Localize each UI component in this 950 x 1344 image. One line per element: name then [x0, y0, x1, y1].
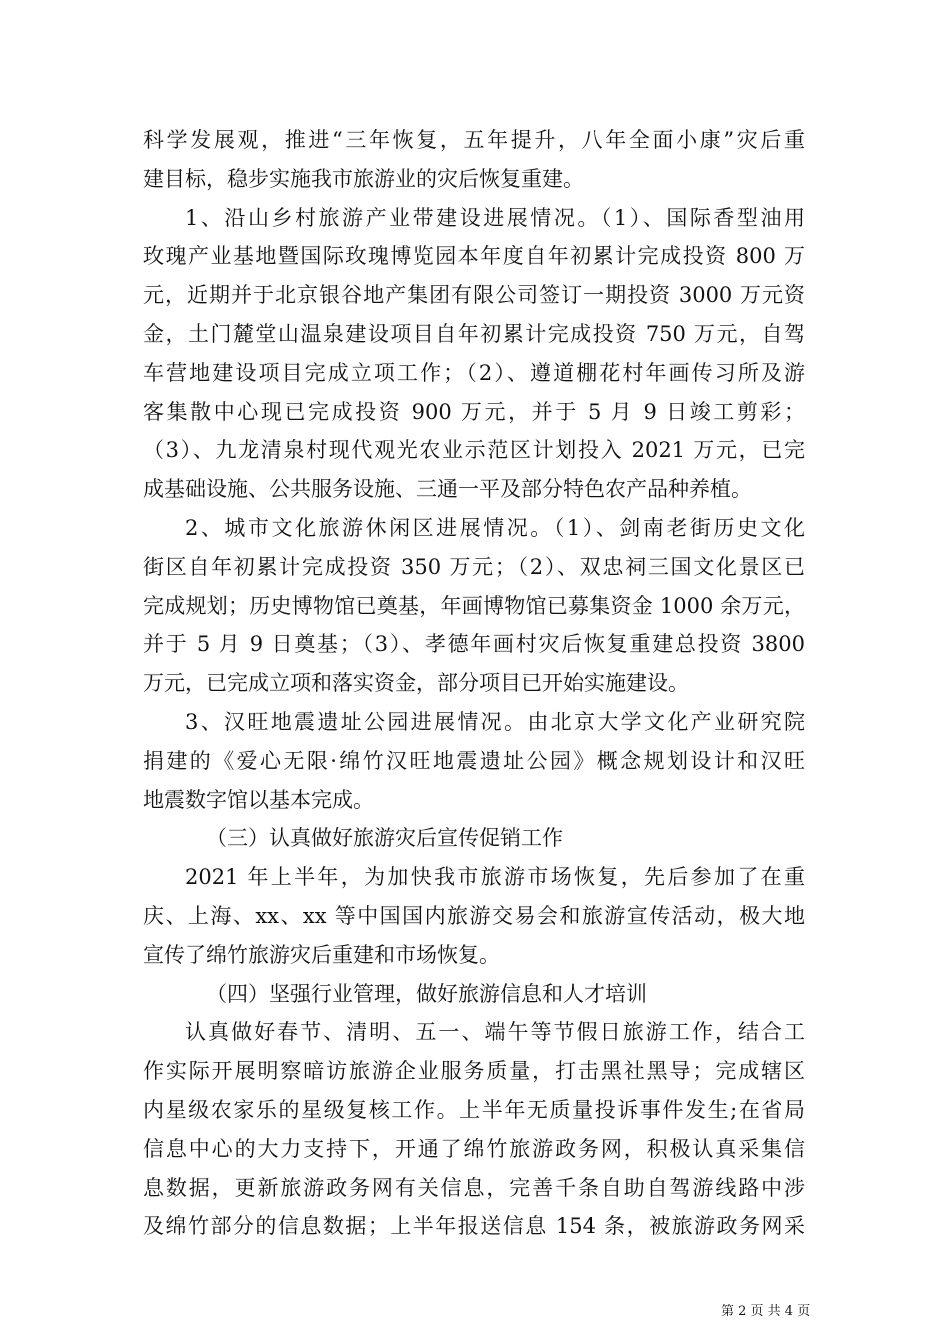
body-text-line: 并于 5 月 9 日奠基；（3）、孝德年画村灾后恢复重建总投资 3800	[143, 632, 805, 657]
body-text-line: 及绵竹部分的信息数据；上半年报送信息 154 条，被旅游政务网采	[143, 1214, 805, 1239]
body-text-line: 成基础设施、公共服务设施、三通一平及部分特色农产品种养植。	[143, 477, 752, 502]
body-text-line: 建目标，稳步实施我市旅游业的灾后恢复重建。	[143, 166, 584, 191]
subheading-four: （四）坚强行业管理，做好旅游信息和人才培训	[206, 981, 647, 1006]
body-text-line: 玫瑰产业基地暨国际玫瑰博览园本年度自年初累计完成投资 800 万	[143, 244, 805, 269]
management-paragraph-first-line: 认真做好春节、清明、五一、端午等节假日旅游工作，结合工	[185, 1020, 805, 1045]
body-text-line: 万元，已完成立项和落实资金，部分项目已开始实施建设。	[143, 671, 689, 696]
body-text-line: 金，土门麓堂山温泉建设项目自年初累计完成投资 750 万元，自驾	[143, 321, 805, 346]
promotion-paragraph-first-line: 2021 年上半年，为加快我市旅游市场恢复，先后参加了在重	[185, 865, 805, 890]
body-text-line: 庆、上海、xx、xx 等中国国内旅游交易会和旅游宣传活动，极大地	[143, 903, 805, 928]
body-text-line: 街区自年初累计完成投资 350 万元；（2）、双忠祠三国文化景区已	[143, 554, 805, 579]
document-body	[143, 121, 805, 1246]
section-3-first-line: 3、汉旺地震遗址公园进展情况。由北京大学文化产业研究院	[185, 709, 805, 734]
section-1-first-line: 1、沿山乡村旅游产业带建设进展情况。（1）、国际香型油用	[185, 205, 805, 230]
body-text-line: 客集散中心现已完成投资 900 万元，并于 5 月 9 日竣工剪彩；	[143, 399, 805, 424]
body-text-line: 作实际开展明察暗访旅游企业服务质量，打击黑社黑导；完成辖区	[143, 1059, 805, 1084]
body-text-line: 宣传了绵竹旅游灾后重建和市场恢复。	[143, 942, 500, 967]
body-text-line: 内星级农家乐的星级复核工作。上半年无质量投诉事件发生;在省局	[143, 1097, 805, 1122]
page-number: 第 2 页 共 4 页	[721, 1304, 811, 1319]
body-text-line: 科学发展观，推进“三年恢复，五年提升，八年全面小康”灾后重	[143, 128, 805, 152]
body-text-line: 车营地建设项目完成立项工作；（2）、遵道棚花村年画传习所及游	[143, 360, 805, 385]
subheading-three: （三）认真做好旅游灾后宣传促销工作	[206, 826, 563, 851]
body-text-line: 息数据，更新旅游政务网有关信息，完善千条自助自驾游线路中涉	[143, 1175, 805, 1200]
body-text-line: 信息中心的大力支持下，开通了绵竹旅游政务网，积极认真采集信	[143, 1136, 805, 1161]
body-text-line: 完成规划；历史博物馆已奠基，年画博物馆已募集资金 1000 余万元，	[143, 593, 805, 618]
body-text-line: 捐建的《爱心无限·绵竹汉旺地震遗址公园》概念规划设计和汉旺	[143, 748, 805, 773]
section-2-first-line: 2、城市文化旅游休闲区进展情况。（1）、剑南老街历史文化	[185, 515, 805, 540]
body-text-line: （3）、九龙清泉村现代观光农业示范区计划投入 2021 万元，已完	[143, 438, 805, 463]
body-text-line: 元，近期并于北京银谷地产集团有限公司签订一期投资 3000 万元资	[143, 283, 805, 308]
body-text-line: 地震数字馆以基本完成。	[143, 787, 374, 812]
